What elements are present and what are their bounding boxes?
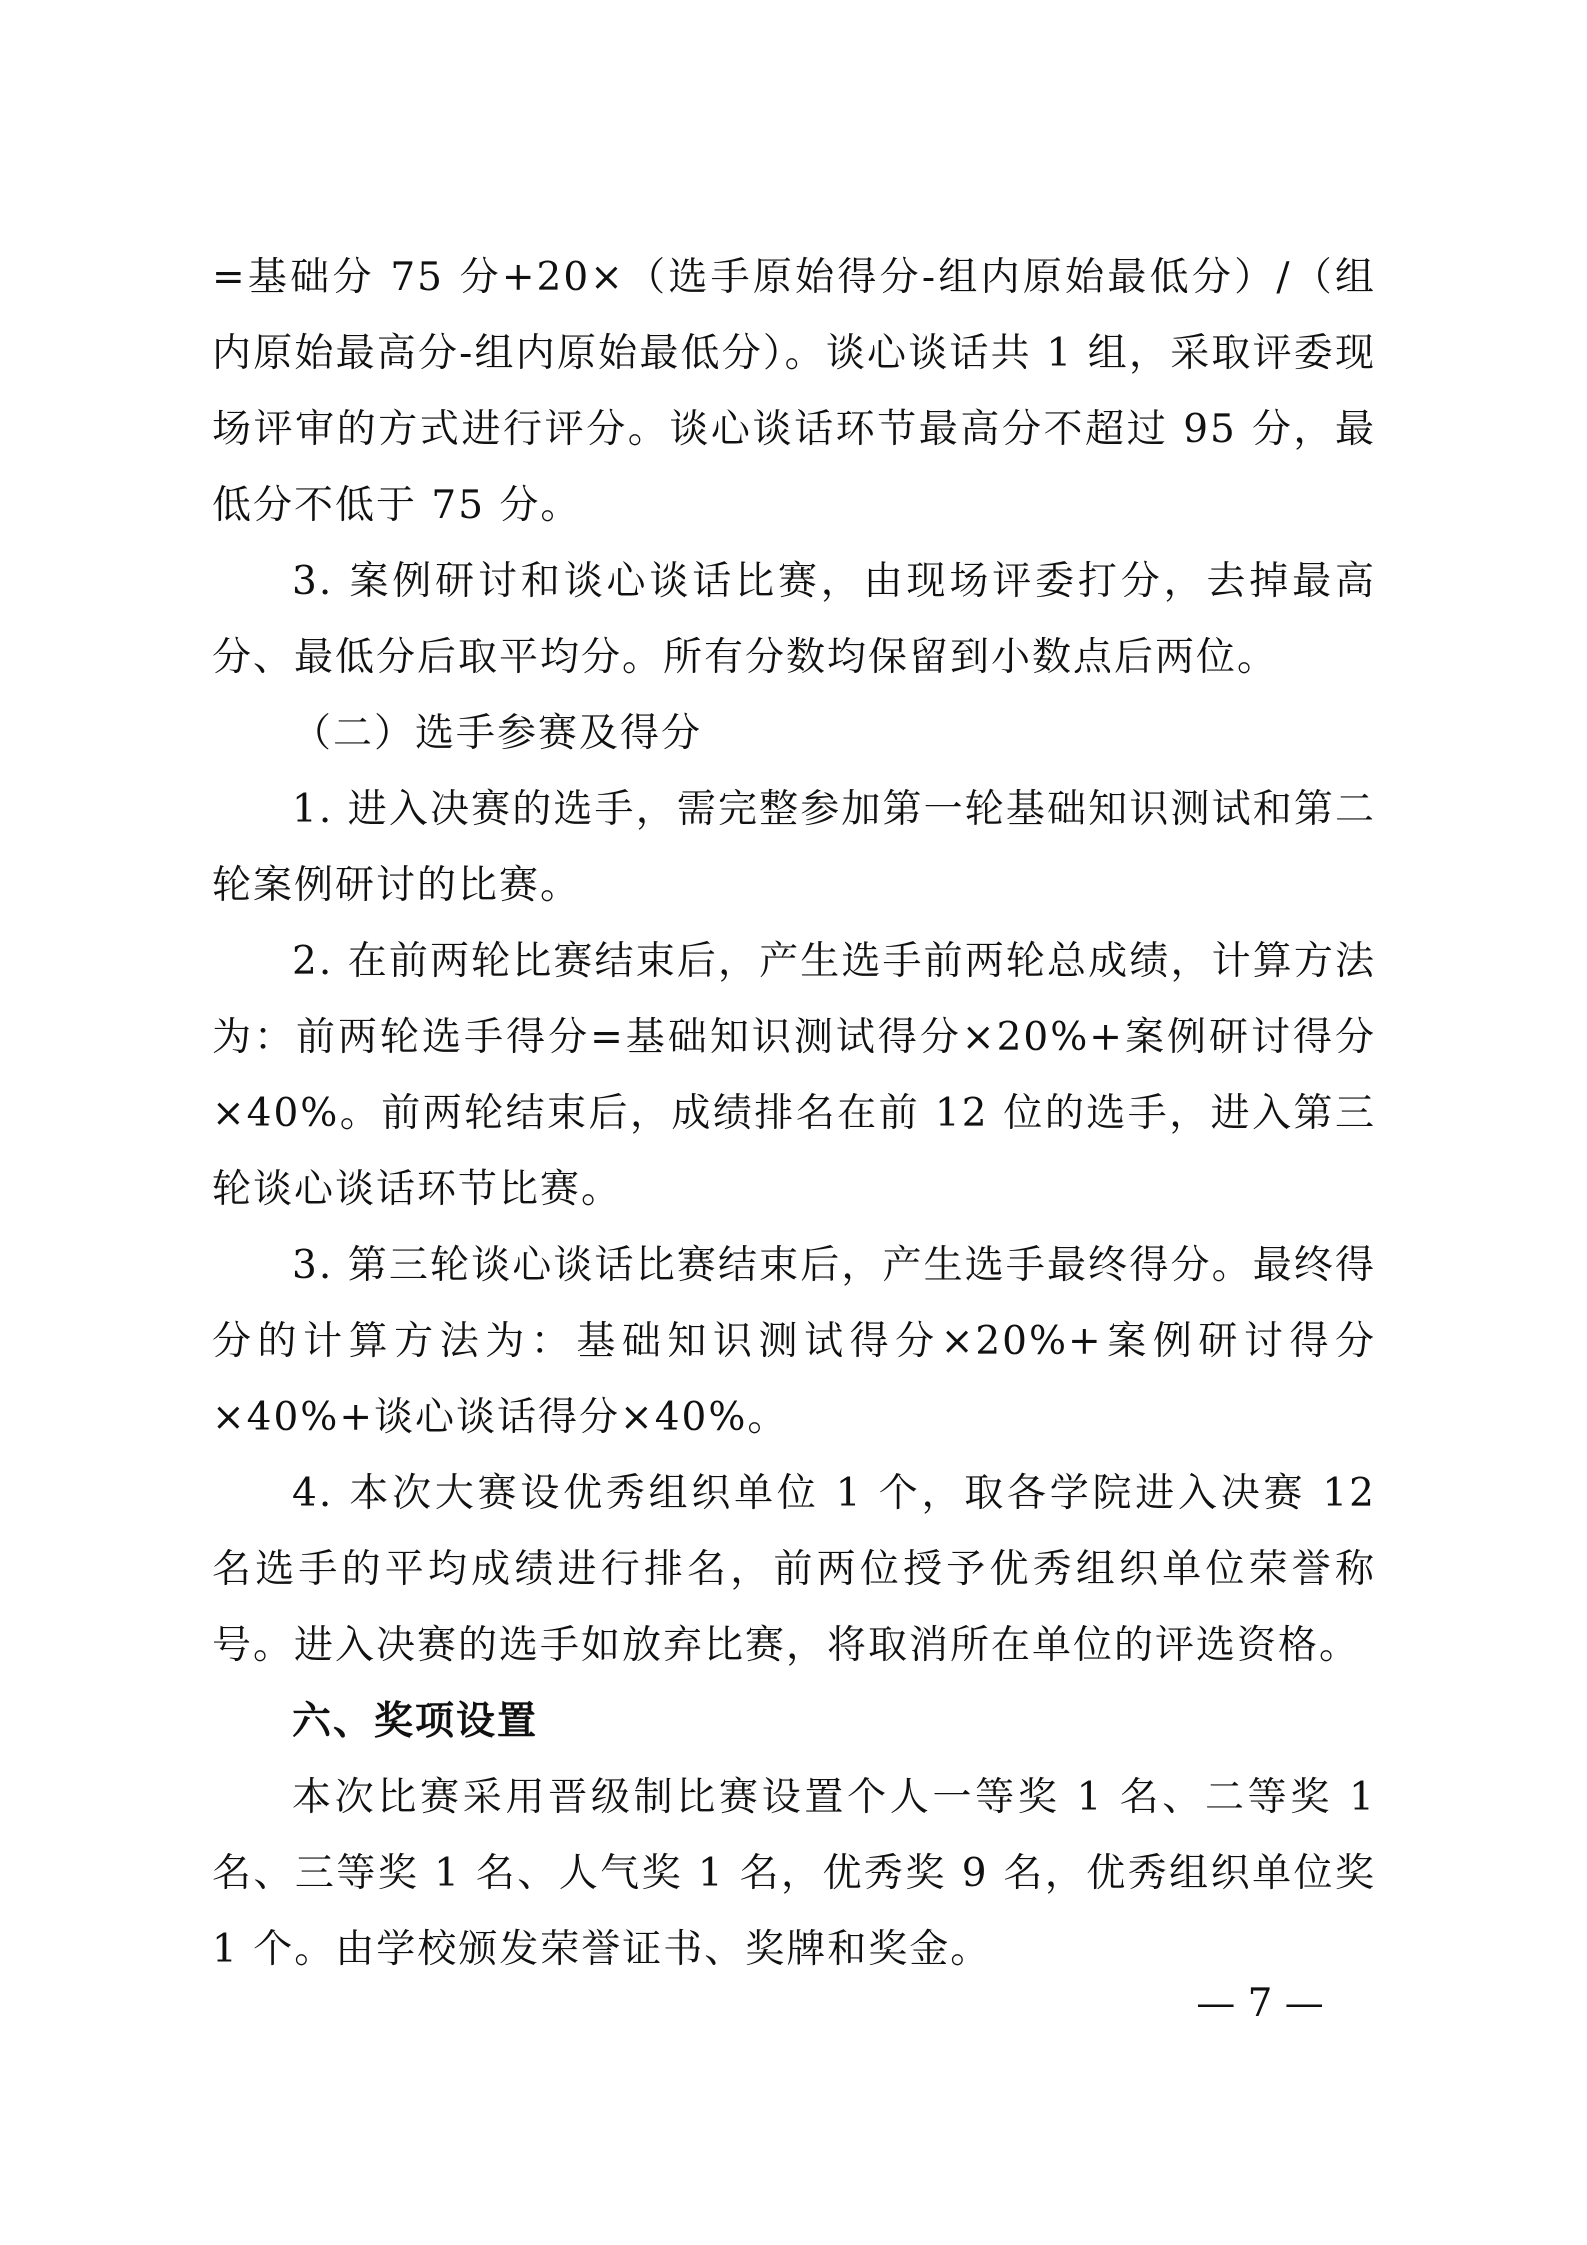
section-heading-awards: 六、奖项设置 [292, 1699, 539, 1744]
section-heading-participation: （二）选手参赛及得分 [292, 711, 703, 756]
paragraph-rule-3: 3. 案例研讨和谈心谈话比赛，由现场评委打分，去掉最高分、最低分后取平均分。所有分数均保留到小数点后两位。 [212, 559, 1376, 680]
paragraph-participation-4: 4. 本次大赛设优秀组织单位 1 个，取各学院进入决赛 12 名选手的平均成绩进行排名，前两位授予优秀组织单位荣誉称号。进入决赛的选手如放弃比赛，将取消所在单位的评选资格。 [212, 1471, 1376, 1668]
paragraph-participation-3: 3. 第三轮谈心谈话比赛结束后，产生选手最终得分。最终得分的计算方法为：基础知识测试得分×20%+案例研讨得分×40%+谈心谈话得分×40%。 [212, 1243, 1376, 1440]
paragraph-participation-1: 1. 进入决赛的选手，需完整参加第一轮基础知识测试和第二轮案例研讨的比赛。 [212, 787, 1376, 908]
paragraph-awards: 本次比赛采用晋级制比赛设置个人一等奖 1 名、二等奖 1 名、三等奖 1 名、人气奖 1 名，优秀奖 9 名，优秀组织单位奖 1 个。由学校颁发荣誉证书、奖牌和奖金。 [212, 1775, 1376, 1972]
page-number: — 7 — [1196, 1981, 1324, 2026]
paragraph-participation-2: 2. 在前两轮比赛结束后，产生选手前两轮总成绩，计算方法为：前两轮选手得分=基础知识测试得分×20%+案例研讨得分×40%。前两轮结束后，成绩排名在前 12 位的选手，进入第三轮谈心谈话环节比赛。 [212, 939, 1376, 1212]
document-body [212, 240, 1376, 1988]
paragraph-scoring-formula: =基础分 75 分+20×（选手原始得分-组内原始最低分）/（组内原始最高分-组内原始最低分）。谈心谈话共 1 组，采取评委现场评审的方式进行评分。谈心谈话环节最高分不超过 95 分，最低分不低于 75 分。 [212, 255, 1376, 528]
